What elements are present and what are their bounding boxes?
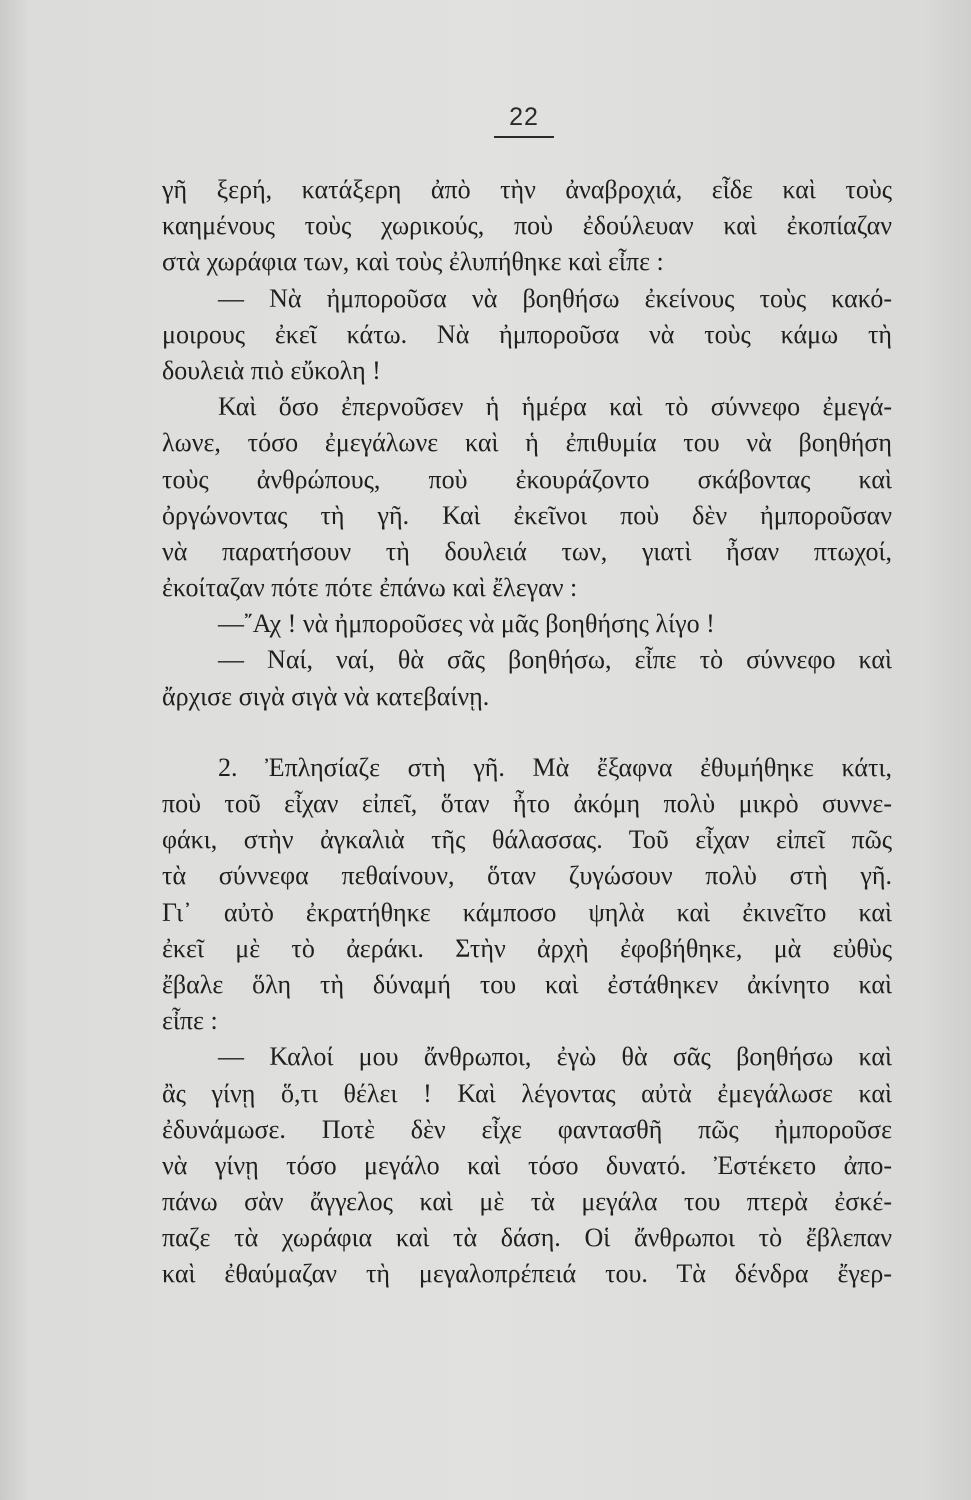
text-line: 2. Ἐπλησίαζε στὴ γῆ. Μὰ ἔξαφνα ἐθυμήθηκε κάτι, bbox=[218, 752, 892, 782]
text-line: ἐκοίταζαν πότε πότε ἐπάνω καὶ ἔλεγαν : bbox=[162, 573, 578, 603]
text-line: ἔβαλε ὅλη τὴ δύναμή του καὶ ἐστάθηκεν ἀκίνητο καὶ bbox=[162, 969, 892, 999]
paragraph-5 bbox=[162, 642, 892, 714]
text-line: — Ναί, ναί, θὰ σᾶς βοηθήσω, εἶπε τὸ σύννεφο καὶ bbox=[218, 645, 892, 675]
paragraph-1 bbox=[162, 172, 892, 281]
text-line: ἂς γίνῃ ὅ,τι θέλει ! Καὶ λέγοντας αὐτὰ ἐμεγάλωσε καὶ bbox=[162, 1078, 892, 1108]
text-line: ποὺ τοῦ εἶχαν εἰπεῖ, ὅταν ἦτο ἀκόμη πολὺ μικρὸ συννε- bbox=[162, 789, 892, 818]
text-line: ὀργώνοντας τὴ γῆ. Καὶ ἐκεῖνοι ποὺ δὲν ἠμποροῦσαν bbox=[162, 500, 892, 530]
text-line: ἄρχισε σιγὰ σιγὰ νὰ κατεβαίνῃ. bbox=[162, 681, 490, 711]
text-line: —῎Αχ ! νὰ ἠμποροῦσες νὰ μᾶς βοηθήσης λίγο ! bbox=[218, 609, 715, 639]
text-line: πάνω σὰν ἄγγελος καὶ μὲ τὰ μεγάλα του πτερὰ ἐσκέ- bbox=[162, 1187, 892, 1217]
paragraph-4 bbox=[162, 606, 892, 642]
paragraph-3 bbox=[162, 389, 892, 606]
text-line: — Καλοί μου ἄνθρωποι, ἐγὼ θὰ σᾶς βοηθήσω καὶ bbox=[218, 1042, 892, 1072]
section-gap bbox=[162, 715, 892, 750]
text-line: παζε τὰ χωράφια καὶ τὰ δάση. Οἱ ἄνθρωποι τὸ ἔβλεπαν bbox=[162, 1223, 892, 1253]
text-line: νὰ παρατήσουν τὴ δουλειά των, γιατὶ ἦσαν πτωχοί, bbox=[162, 536, 892, 566]
text-line: — Νὰ ἠμποροῦσα νὰ βοηθήσω ἐκείνους τοὺς κακό- bbox=[218, 283, 892, 313]
text-line: δουλειὰ πιὸ εὔκολη ! bbox=[162, 355, 381, 385]
text-line: εἶπε : bbox=[162, 1006, 218, 1036]
body-text bbox=[162, 172, 892, 1293]
paragraph-7 bbox=[162, 1039, 892, 1292]
text-line: τοὺς ἀνθρώπους, ποὺ ἐκουράζοντο σκάβοντας καὶ bbox=[162, 464, 892, 494]
text-line: μοιρους ἐκεῖ κάτω. Νὰ ἠμποροῦσα νὰ τοὺς κάμω τὴ bbox=[162, 319, 892, 349]
text-line: Καὶ ὅσο ἐπερνοῦσεν ἡ ἡμέρα καὶ τὸ σύννεφο ἐμεγά- bbox=[218, 392, 892, 422]
text-line: ἐδυνάμωσε. Ποτὲ δὲν εἶχε φαντασθῆ πῶς ἠμποροῦσε bbox=[162, 1114, 892, 1144]
page-number-rule bbox=[494, 136, 554, 138]
text-line: λωνε, τόσο ἐμεγάλωνε καὶ ἡ ἐπιθυμία του νὰ βοηθήση bbox=[162, 428, 892, 458]
text-line: γῆ ξερή, κατάξερη ἀπὸ τὴν ἀναβροχιά, εἶδε καὶ τοὺς bbox=[162, 175, 892, 204]
text-line: φάκι, στὴν ἀγκαλιὰ τῆς θάλασσας. Τοῦ εἶχαν εἰπεῖ πῶς bbox=[162, 825, 892, 855]
text-line: καημένους τοὺς χωρικούς, ποὺ ἐδούλευαν καὶ ἐκοπίαζαν bbox=[162, 211, 892, 241]
text-line: νὰ γίνῃ τόσο μεγάλο καὶ τόσο δυνατό. Ἐστέκετο ἀπο- bbox=[162, 1150, 892, 1180]
text-line: Γι᾽ αὐτὸ ἐκρατήθηκε κάμποσο ψηλὰ καὶ ἐκινεῖτο καὶ bbox=[162, 897, 892, 927]
text-line: καὶ ἐθαύμαζαν τὴ μεγαλοπρέπειά του. Τὰ δένδρα ἔγερ- bbox=[162, 1259, 892, 1289]
text-line: ἐκεῖ μὲ τὸ ἀεράκι. Στὴν ἀρχὴ ἐφοβήθηκε, μὰ εὐθὺς bbox=[162, 933, 892, 963]
paragraph-6 bbox=[162, 750, 892, 1040]
text-line: τὰ σύννεφα πεθαίνουν, ὅταν ζυγώσουν πολὺ στὴ γῆ. bbox=[162, 861, 892, 891]
paragraph-2 bbox=[162, 281, 892, 390]
page-number: 22 bbox=[509, 103, 539, 131]
text-line: στὰ χωράφια των, καὶ τοὺς ἐλυπήθηκε καὶ εἶπε : bbox=[162, 247, 664, 277]
